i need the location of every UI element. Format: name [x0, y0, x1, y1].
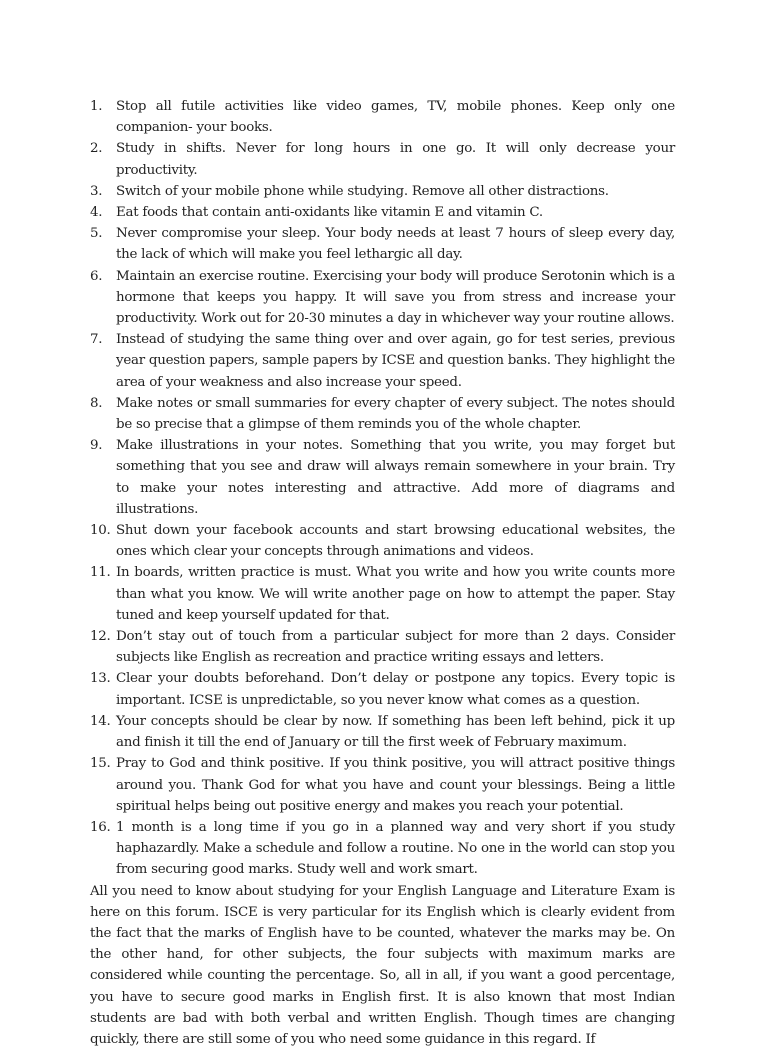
list-item — [90, 817, 675, 881]
list-item — [90, 711, 675, 753]
list-item-text: Shut down your facebook accounts and start browsing educational websites, the ones which clear your concepts through animations and videos. — [116, 523, 675, 560]
list-item — [90, 520, 675, 562]
list-item-number: 2. — [90, 141, 103, 157]
list-item-text: Clear your doubts beforehand. Don’t delay or postpone any topics. Every topic is important. ICSE is unpredictable, so you never know what comes as a question. — [116, 671, 675, 708]
list-item — [90, 393, 675, 435]
list-item — [90, 329, 675, 393]
list-item-text: Switch of your mobile phone while studying. Remove all other distractions. — [116, 183, 609, 199]
list-item-number: 3. — [90, 183, 103, 199]
list-item-number: 16. — [90, 819, 111, 835]
list-item-text: Maintain an exercise routine. Exercising your body will produce Serotonin which is a hormone that keeps you happy. It will save you from stress and increase your productivity. Work out for 20-30 minutes a day in whichever way your routine allows. — [116, 268, 675, 327]
list-item-text: Eat foods that contain anti-oxidants like vitamin E and vitamin C. — [116, 205, 543, 221]
list-item — [90, 138, 675, 180]
list-item — [90, 181, 675, 202]
list-item — [90, 753, 675, 817]
list-item-number: 8. — [90, 395, 103, 411]
list-item — [90, 96, 675, 138]
list-item-text: Your concepts should be clear by now. If something has been left behind, pick it up and finish it till the end of January or till the first week of February maximum. — [116, 713, 675, 751]
list-item-text: Make notes or small summaries for every chapter of every subject. The notes should be so precise that a glimpse of them reminds you of the whole chapter. — [116, 395, 675, 433]
list-item-text: Study in shifts. Never for long hours in one go. It will only decrease your productivity. — [116, 141, 675, 178]
list-item-number: 6. — [90, 268, 103, 284]
list-item-text: Make illustrations in your notes. Something that you write, you may forget but something that you see and draw will always remain somewhere in your brain. Try to make your notes interesting and attractive. Add more of diagrams and illustrations. — [116, 438, 675, 517]
list-item-number: 4. — [90, 205, 103, 221]
list-item-number: 11. — [90, 565, 111, 581]
list-item — [90, 668, 675, 710]
list-item-number: 9. — [90, 438, 103, 454]
list-item — [90, 223, 675, 265]
list-item-number: 1. — [90, 99, 103, 114]
list-item-number: 7. — [90, 332, 103, 348]
list-item-number: 15. — [90, 756, 111, 772]
list-item — [90, 266, 675, 330]
list-item-text: Pray to God and think positive. If you think positive, you will attract positive things around you. Thank God for what you have and count your blessings. Being a little spiritual helps being out positive energy and makes you reach your potential. — [116, 756, 675, 814]
list-item — [90, 202, 675, 223]
list-item — [90, 562, 675, 626]
list-item-number: 10. — [90, 523, 111, 539]
study-tips-list — [90, 96, 675, 881]
list-item-text: 1 month is a long time if you go in a planned way and very short if you study haphazardly. Make a schedule and follow a routine. No one in the world can stop you from securing good marks. Study well and work smart. — [116, 819, 675, 878]
list-item — [90, 626, 675, 668]
list-item-number: 5. — [90, 226, 103, 242]
list-item-number: 13. — [90, 671, 111, 687]
list-item-text: Instead of studying the same thing over and over again, go for test series, previous year question papers, sample papers by ICSE and question banks. They highlight the area of your weakness and also increase your speed. — [116, 332, 675, 390]
list-item-text: In boards, written practice is must. What you write and how you write counts more than what you know. We will write another page on how to attempt the paper. Stay tuned and keep yourself updated for that. — [116, 565, 675, 623]
list-item — [90, 435, 675, 520]
document-body — [90, 96, 675, 1050]
list-item-text: Don’t stay out of touch from a particular subject for more than 2 days. Consider subjects like English as recreation and practice writing essays and letters. — [116, 629, 675, 666]
list-item-text: Never compromise your sleep. Your body needs at least 7 hours of sleep every day, the lack of which will make you feel lethargic all day. — [116, 226, 675, 263]
list-item-text: Stop all futile activities like video games, TV, mobile phones. Keep only one companion- your books. — [116, 99, 675, 136]
list-item-number: 14. — [90, 713, 111, 729]
english-exam-paragraph: All you need to know about studying for your English Language and Literature Exam is here on this forum. ISCE is very particular for its English which is clearly evident from the fact that the marks of English have to be counted, whatever the marks may be. On the other hand, for other subjects, the four subjects with maximum marks are considered while counting the percentage. So, all in all, if you want a good percentage, you have to secure good marks in English first. It is also known that most Indian students are bad with both verbal and written English. Though times are changing quickly, there are still some of you who need some guidance in this regard. If — [90, 883, 675, 1047]
list-item-number: 12. — [90, 629, 111, 645]
